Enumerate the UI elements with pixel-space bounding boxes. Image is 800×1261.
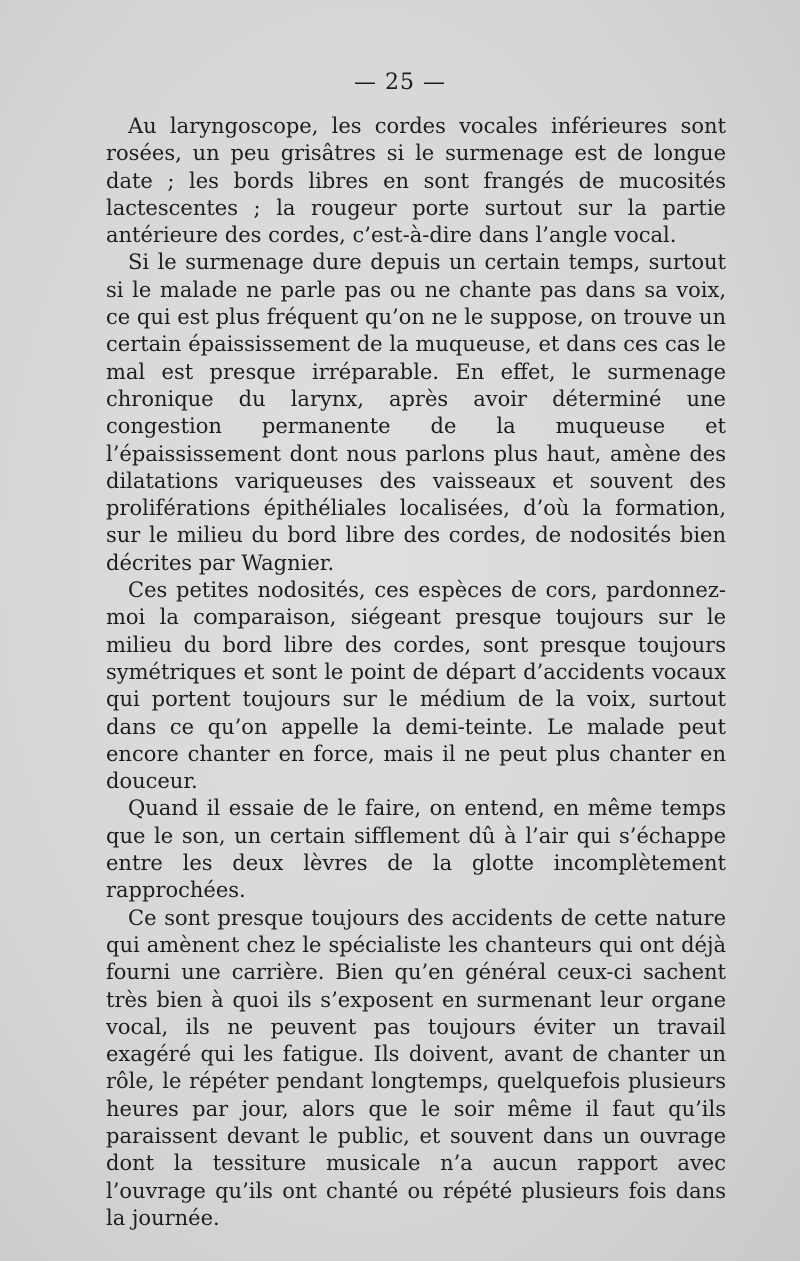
- paragraph-4: Quand il essaie de le faire, on entend, en même temps que le son, un certain sifflement dû à l’air qui s’échappe entre les deux lèvres de la glotte incomplètement rapprochées.: [106, 796, 726, 903]
- paragraph-1: Au laryngoscope, les cordes vocales inférieures sont rosées, un peu grisâtres si le surmenage est de longue date ; les bords libres en sont frangés de mucosités lactescentes ; la rougeur porte surtout sur la partie antérieure des cordes, c’est-à-dire dans l’angle vocal.: [106, 114, 726, 248]
- page-number: — 25 —: [354, 70, 446, 95]
- paragraph-3: Ces petites nodosités, ces espèces de cors, pardonnez-moi la comparaison, siégeant presque toujours sur le milieu du bord libre des cordes, sont presque toujours symétriques et sont le point de départ d’accidents vocaux qui portent toujours sur le médium de la voix, surtout dans ce qu’on appelle la demi-teinte. Le malade peut encore chanter en force, mais il ne peut plus chanter en douceur.: [106, 578, 726, 794]
- body-text: [106, 113, 726, 1232]
- paragraph-2: Si le surmenage dure depuis un certain temps, surtout si le malade ne parle pas ou ne chante pas dans sa voix, ce qui est plus fréquent qu’on ne le suppose, on trouve un certain épaississement de la muqueuse, et dans ces cas le mal est presque irréparable. En effet, le surmenage chronique du larynx, après avoir déterminé une congestion permanente de la muqueuse et l’épaississement dont nous parlons plus haut, amène des dilatations variqueuses des vaisseaux et souvent des proliférations épithéliales localisées, d’où la formation, sur le milieu du bord libre des cordes, de nodosités bien décrites par Wagnier.: [106, 250, 726, 575]
- paragraph-5: Ce sont presque toujours des accidents de cette nature qui amènent chez le spécialiste les chanteurs qui ont déjà fourni une carrière. Bien qu’en général ceux-ci sachent très bien à quoi ils s’exposent en surmenant leur organe vocal, ils ne peuvent pas toujours éviter un travail exagéré qui les fatigue. Ils doivent, avant de chanter un rôle, le répéter pendant longtemps, quelquefois plusieurs heures par jour, alors que le soir même il faut qu’ils paraissent devant le public, et souvent dans un ouvrage dont la tessiture musicale n’a aucun rapport avec l’ouvrage qu’ils ont chanté ou répété plusieurs fois dans la journée.: [106, 905, 726, 1230]
